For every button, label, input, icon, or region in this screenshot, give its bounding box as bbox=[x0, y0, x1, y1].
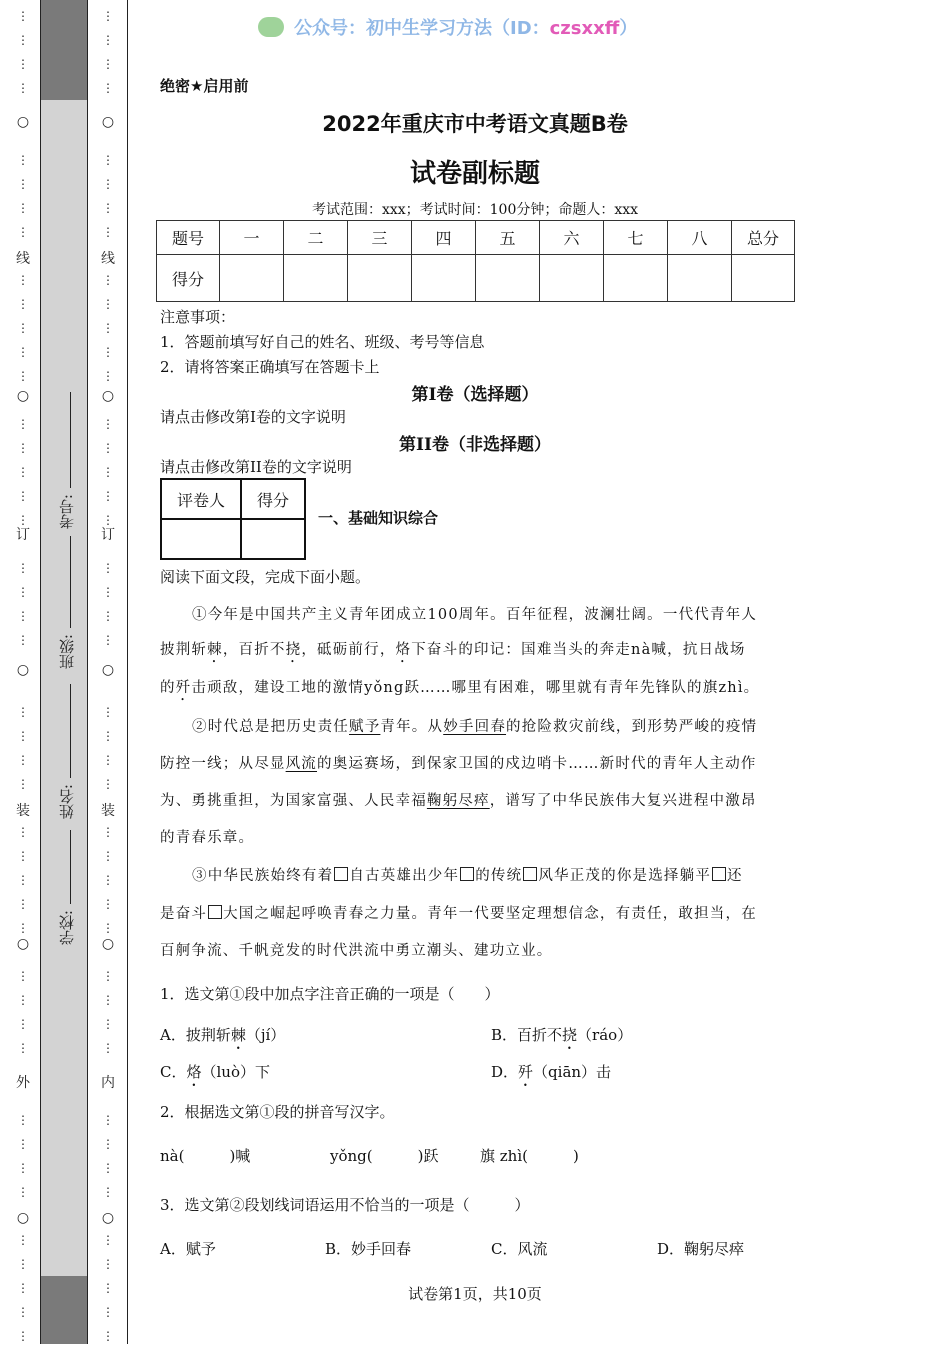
binding-dot: ⋮ bbox=[102, 849, 114, 863]
q2-stem: 2．根据选文第①段的拼音写汉字。 bbox=[160, 1103, 395, 1121]
binding-dot: ⋮ bbox=[102, 441, 114, 455]
binding-dot: ⋮ bbox=[17, 993, 29, 1007]
binding-dot: ⋮ bbox=[102, 1113, 114, 1127]
q1-option-b[interactable] bbox=[491, 1024, 632, 1053]
inner-circle-4: ○ bbox=[101, 936, 115, 952]
binding-dot: ⋮ bbox=[102, 873, 114, 887]
field-name-label: 姓名: bbox=[58, 784, 76, 820]
text-run: B．百折不 bbox=[491, 1026, 563, 1044]
dotted-char: 歼 bbox=[175, 680, 192, 696]
dotted-char: 挠 bbox=[285, 642, 302, 658]
text-run: 下奋斗的印记：国难当头的奔走nà喊，抗日战场 bbox=[411, 642, 746, 658]
field-class-label: 班级: bbox=[58, 634, 76, 670]
dotted-char: 烙 bbox=[395, 642, 412, 658]
field-class-line[interactable] bbox=[70, 536, 71, 628]
binding-dot: ⋮ bbox=[17, 153, 29, 167]
score-header-cell: 二 bbox=[284, 221, 348, 255]
text-run: ，谱写了中华民族伟大复兴进程中激昂 bbox=[489, 793, 757, 809]
text-run: ，砥砺前行， bbox=[301, 642, 396, 658]
score-table bbox=[156, 220, 795, 302]
binding-dot: ⋮ bbox=[17, 1305, 29, 1319]
wechat-icon bbox=[258, 17, 284, 37]
passage-p1-line2 bbox=[160, 638, 792, 666]
text-run: 大国之崛起呼唤青春之力量。青年一代要坚定理想信念，有责任，敢担当，在 bbox=[223, 906, 757, 922]
text-run: 的传统 bbox=[475, 868, 523, 884]
score-header-cell: 一 bbox=[220, 221, 284, 255]
text-run: （jí） bbox=[245, 1026, 286, 1044]
q3-option-a[interactable]: A．赋予 bbox=[160, 1240, 216, 1258]
gray-bar-band-top bbox=[41, 0, 87, 100]
underlined-word: 妙手回春 bbox=[443, 719, 507, 735]
exam-title: 2022年重庆市中考语文真题B卷 bbox=[322, 112, 628, 136]
passage-p2-line2 bbox=[160, 752, 792, 773]
text-run: 的奥运赛场，到保家卫国的戍边哨卡……新时代的青年人主动作 bbox=[317, 756, 757, 772]
binding-dot: ⋮ bbox=[102, 321, 114, 335]
text-run: 是奋斗 bbox=[160, 906, 208, 922]
text-run: 青年。从 bbox=[380, 719, 444, 735]
grader-reviewer-cell[interactable] bbox=[161, 519, 241, 559]
dotted-char: 棘 bbox=[207, 642, 223, 658]
binding-dot: ⋮ bbox=[102, 345, 114, 359]
binding-dot: ⋮ bbox=[102, 489, 114, 503]
binding-dot: ⋮ bbox=[102, 1305, 114, 1319]
text-run: （luò）下 bbox=[201, 1063, 270, 1081]
binding-dot: ⋮ bbox=[17, 81, 29, 95]
binding-dot: ⋮ bbox=[17, 825, 29, 839]
binding-dot: ⋮ bbox=[102, 585, 114, 599]
part1-title: 一、基础知识综合 bbox=[318, 509, 439, 527]
section1-desc[interactable]: 请点击修改第I卷的文字说明 bbox=[160, 408, 346, 426]
binding-dot: ⋮ bbox=[17, 1257, 29, 1271]
outer-circle-5: ○ bbox=[16, 1210, 30, 1226]
binding-dot: ⋮ bbox=[17, 297, 29, 311]
text-run: 防控一线；从尽显 bbox=[160, 756, 286, 772]
binding-dot: ⋮ bbox=[17, 705, 29, 719]
binding-dot: ⋮ bbox=[102, 1185, 114, 1199]
inner-circle-1: ○ bbox=[101, 114, 115, 130]
binding-dot: ⋮ bbox=[102, 465, 114, 479]
binding-dot: ⋮ bbox=[102, 609, 114, 623]
passage-p3-line1 bbox=[160, 864, 792, 885]
score-cell[interactable] bbox=[476, 255, 540, 302]
exam-subtitle: 试卷副标题 bbox=[409, 159, 540, 189]
outer-circle-3: ○ bbox=[16, 662, 30, 678]
grader-reviewer-label: 评卷人 bbox=[161, 479, 241, 519]
binding-dot: ⋮ bbox=[102, 177, 114, 191]
binding-dot: ⋮ bbox=[17, 729, 29, 743]
binding-dot: ⋮ bbox=[17, 633, 29, 647]
binding-dot: ⋮ bbox=[17, 1185, 29, 1199]
text-run: 击顽敌，建设工地的激情yǒng跃……哪里有困难，哪里就有青年先锋队的旗zhì。 bbox=[191, 680, 760, 696]
score-cell[interactable] bbox=[732, 255, 795, 302]
field-school-label: 学校: bbox=[58, 910, 76, 946]
score-row-label: 得分 bbox=[157, 255, 220, 302]
text-run: 自古英雄出少年 bbox=[349, 868, 460, 884]
binding-dot: ⋮ bbox=[102, 1281, 114, 1295]
binding-dot: ⋮ bbox=[17, 1017, 29, 1031]
exam-scope: 考试范围：xxx；考试时间：100分钟；命题人：xxx bbox=[311, 202, 639, 218]
inner-circle-3: ○ bbox=[101, 662, 115, 678]
passage-p1-line1: ①今年是中国共产主义青年团成立100周年。百年征程，波澜壮阔。一代代青年人 bbox=[192, 607, 758, 623]
binding-dot: ⋮ bbox=[102, 777, 114, 791]
section2-desc[interactable]: 请点击修改第II卷的文字说明 bbox=[160, 458, 352, 476]
binding-dot: ⋮ bbox=[17, 1329, 29, 1343]
binding-dot: ⋮ bbox=[102, 1017, 114, 1031]
score-header-cell: 六 bbox=[540, 221, 604, 255]
confidential-mark: 绝密★启用前 bbox=[160, 77, 249, 95]
passage-p3-line3: 百舸争流、千帆竞发的时代洪流中勇立潮头、建功立业。 bbox=[160, 943, 553, 959]
binding-dot: ⋮ bbox=[17, 201, 29, 215]
passage-p1-line3 bbox=[160, 676, 792, 704]
binding-dot: ⋮ bbox=[17, 1137, 29, 1151]
binding-dot: ⋮ bbox=[102, 57, 114, 71]
binding-dot: ⋮ bbox=[102, 273, 114, 287]
q1-option-a[interactable] bbox=[160, 1024, 285, 1053]
binding-dot: ⋮ bbox=[17, 585, 29, 599]
binding-dot: ⋮ bbox=[17, 225, 29, 239]
binding-dot: ⋮ bbox=[17, 1113, 29, 1127]
q3-stem: 3．选文第②段划线词语运用不恰当的一项是（ ） bbox=[160, 1196, 530, 1214]
q2-blank-na[interactable]: nà( )喊 bbox=[160, 1147, 251, 1165]
underlined-word: 风流 bbox=[285, 756, 318, 772]
blank-box[interactable] bbox=[334, 867, 348, 881]
binding-dot: ⋮ bbox=[17, 9, 29, 23]
dotted-char: 歼 bbox=[518, 1063, 534, 1081]
text-run: A．披荆斩 bbox=[160, 1026, 231, 1044]
binding-dot: ⋮ bbox=[17, 33, 29, 47]
binding-dot: ⋮ bbox=[17, 609, 29, 623]
grader-score-cell[interactable] bbox=[241, 519, 305, 559]
outer-circle-1: ○ bbox=[16, 114, 30, 130]
binding-dot: ⋮ bbox=[102, 1161, 114, 1175]
text-run: D． bbox=[491, 1063, 519, 1081]
binding-dot: ⋮ bbox=[102, 369, 114, 383]
binding-dot: ⋮ bbox=[17, 321, 29, 335]
outer-circle-2: ○ bbox=[16, 388, 30, 404]
binding-dot: ⋮ bbox=[17, 417, 29, 431]
binding-dot: ⋮ bbox=[17, 489, 29, 503]
dotted-char: 挠 bbox=[562, 1026, 578, 1044]
section1-title: 第I卷（选择题） bbox=[411, 385, 539, 405]
score-header-cell: 五 bbox=[476, 221, 540, 255]
binding-dot: ⋮ bbox=[17, 465, 29, 479]
binding-dot: ⋮ bbox=[17, 897, 29, 911]
binding-dot: ⋮ bbox=[102, 921, 114, 935]
text-run: C． bbox=[160, 1063, 187, 1081]
watermark bbox=[258, 14, 637, 40]
binding-dot: ⋮ bbox=[102, 153, 114, 167]
blank-box[interactable] bbox=[523, 867, 537, 881]
score-table-score-row bbox=[157, 255, 795, 302]
text-run: 披荆斩 bbox=[160, 642, 208, 658]
binding-dot: ⋮ bbox=[17, 969, 29, 983]
score-header-cell: 四 bbox=[412, 221, 476, 255]
inner-label-ding: 订 bbox=[101, 527, 115, 543]
score-header-cell: 三 bbox=[348, 221, 412, 255]
score-cell[interactable] bbox=[348, 255, 412, 302]
outer-label-wai: 外 bbox=[16, 1075, 30, 1091]
binding-dot: ⋮ bbox=[102, 1233, 114, 1247]
outer-circle-4: ○ bbox=[16, 936, 30, 952]
binding-dot: ⋮ bbox=[17, 441, 29, 455]
passage-p3-line2 bbox=[160, 902, 792, 923]
binding-dot: ⋮ bbox=[102, 201, 114, 215]
binding-dot: ⋮ bbox=[102, 1329, 114, 1343]
watermark-id: czsxxff bbox=[549, 18, 620, 39]
q1-option-d[interactable] bbox=[491, 1061, 611, 1090]
passage-p2-line1 bbox=[160, 715, 792, 736]
q2-blank-yong[interactable]: yǒng( )跃 bbox=[330, 1147, 439, 1165]
binding-dot: ⋮ bbox=[17, 1281, 29, 1295]
text-run: ②时代总是把历史责任 bbox=[192, 719, 349, 735]
inner-label-zhuang: 装 bbox=[101, 803, 115, 819]
dotted-char: 棘 bbox=[230, 1026, 246, 1044]
binding-dot: ⋮ bbox=[102, 81, 114, 95]
binding-dot: ⋮ bbox=[17, 369, 29, 383]
grader-box bbox=[160, 478, 306, 560]
watermark-text: 公众号：初中生学习方法（ID： bbox=[294, 18, 550, 39]
text-run: 还 bbox=[727, 868, 743, 884]
binding-dot: ⋮ bbox=[17, 777, 29, 791]
binding-dot: ⋮ bbox=[102, 297, 114, 311]
inner-label-line: 线 bbox=[101, 251, 115, 267]
text-run: 的抢险救灾前线，到形势严峻的疫情 bbox=[506, 719, 758, 735]
field-school-line[interactable] bbox=[70, 830, 71, 904]
binding-dot: ⋮ bbox=[17, 345, 29, 359]
text-run: ③中华民族始终有着 bbox=[192, 868, 334, 884]
binding-dot: ⋮ bbox=[102, 825, 114, 839]
binding-dot: ⋮ bbox=[17, 1161, 29, 1175]
binding-dot: ⋮ bbox=[102, 9, 114, 23]
field-name-line[interactable] bbox=[70, 684, 71, 778]
text-run: 的 bbox=[160, 680, 176, 696]
binding-dot: ⋮ bbox=[102, 1137, 114, 1151]
binding-dot: ⋮ bbox=[102, 33, 114, 47]
binding-dot: ⋮ bbox=[102, 513, 114, 527]
binding-dot: ⋮ bbox=[17, 1041, 29, 1055]
binding-dot: ⋮ bbox=[17, 273, 29, 287]
page-footer: 试卷第1页，共10页 bbox=[408, 1285, 542, 1303]
score-header-cell: 题号 bbox=[157, 221, 220, 255]
reading-instruction: 阅读下面文段，完成下面小题。 bbox=[160, 568, 371, 586]
q3-option-d[interactable]: D．鞠躬尽瘁 bbox=[657, 1240, 745, 1258]
field-exam-number-label: 考号: bbox=[58, 494, 76, 530]
underlined-word: 赋予 bbox=[349, 719, 381, 735]
q1-stem: 1．选文第①段中加点字注音正确的一项是（ ） bbox=[160, 985, 500, 1003]
section2-title: 第II卷（非选择题） bbox=[399, 435, 551, 455]
binding-dot: ⋮ bbox=[102, 225, 114, 239]
binding-dot: ⋮ bbox=[17, 873, 29, 887]
binding-dot: ⋮ bbox=[102, 1041, 114, 1055]
q2-blank-zhi[interactable]: 旗 zhì( ) bbox=[480, 1147, 579, 1165]
blank-box[interactable] bbox=[712, 867, 726, 881]
binding-dot: ⋮ bbox=[102, 417, 114, 431]
score-header-cell: 总分 bbox=[732, 221, 795, 255]
q3-option-c[interactable]: C．风流 bbox=[491, 1240, 548, 1258]
binding-dot: ⋮ bbox=[102, 729, 114, 743]
binding-dot: ⋮ bbox=[17, 1233, 29, 1247]
notes-title: 注意事项： bbox=[160, 308, 236, 326]
inner-circle-2: ○ bbox=[101, 388, 115, 404]
binding-dot: ⋮ bbox=[102, 993, 114, 1007]
outer-label-ding: 订 bbox=[16, 527, 30, 543]
outer-label-zhuang: 装 bbox=[16, 803, 30, 819]
binding-dot: ⋮ bbox=[17, 921, 29, 935]
binding-dot: ⋮ bbox=[102, 705, 114, 719]
blank-box[interactable] bbox=[460, 867, 474, 881]
inner-label-nei: 内 bbox=[101, 1075, 115, 1091]
score-cell[interactable] bbox=[540, 255, 604, 302]
binding-dot: ⋮ bbox=[17, 753, 29, 767]
score-table-header-row bbox=[157, 221, 795, 255]
passage-p2-line4: 的青春乐章。 bbox=[160, 830, 255, 846]
binding-dot: ⋮ bbox=[102, 1257, 114, 1271]
text-run: （ráo） bbox=[577, 1026, 633, 1044]
q3-option-b[interactable]: B．妙手回春 bbox=[325, 1240, 412, 1258]
score-cell[interactable] bbox=[412, 255, 476, 302]
binding-dot: ⋮ bbox=[102, 753, 114, 767]
binding-dot: ⋮ bbox=[102, 633, 114, 647]
inner-circle-5: ○ bbox=[101, 1210, 115, 1226]
score-cell[interactable] bbox=[284, 255, 348, 302]
binding-dot: ⋮ bbox=[17, 561, 29, 575]
notes-item-1: 1．答题前填写好自己的姓名、班级、考号等信息 bbox=[160, 333, 485, 351]
score-cell[interactable] bbox=[668, 255, 732, 302]
grader-score-label: 得分 bbox=[241, 479, 305, 519]
passage-p2-line3 bbox=[160, 789, 792, 810]
notes-item-2: 2．请将答案正确填写在答题卡上 bbox=[160, 358, 380, 376]
binding-dot: ⋮ bbox=[102, 561, 114, 575]
binding-dot: ⋮ bbox=[17, 513, 29, 527]
binding-dot: ⋮ bbox=[17, 177, 29, 191]
watermark-close: ） bbox=[619, 18, 638, 39]
text-run: （qiān）击 bbox=[533, 1063, 612, 1081]
q1-option-c[interactable] bbox=[160, 1061, 270, 1090]
dotted-char: 烙 bbox=[186, 1063, 202, 1081]
underlined-word: 鞠躬尽瘁 bbox=[426, 793, 490, 809]
outer-label-line: 线 bbox=[16, 251, 30, 267]
text-run: 风华正茂的你是选择躺平 bbox=[538, 868, 712, 884]
score-header-cell: 八 bbox=[668, 221, 732, 255]
binding-dot: ⋮ bbox=[102, 969, 114, 983]
text-run: 为、勇挑重担，为国家富强、人民幸福 bbox=[160, 793, 427, 809]
blank-box[interactable] bbox=[208, 905, 222, 919]
binding-dot: ⋮ bbox=[17, 849, 29, 863]
binding-dot: ⋮ bbox=[17, 57, 29, 71]
score-header-cell: 七 bbox=[604, 221, 668, 255]
score-cell[interactable] bbox=[604, 255, 668, 302]
text-run: ，百折不 bbox=[222, 642, 286, 658]
binding-dot: ⋮ bbox=[102, 897, 114, 911]
score-cell[interactable] bbox=[220, 255, 284, 302]
